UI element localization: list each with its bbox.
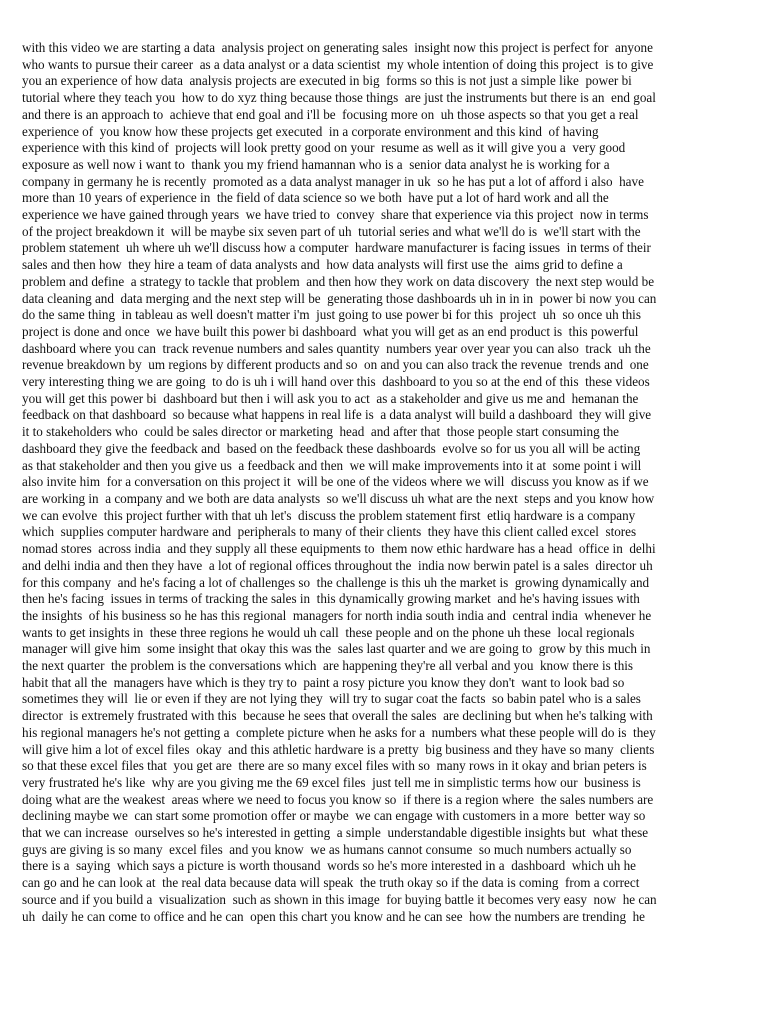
text-line: which supplies computer hardware and peripherals to many of their clients they have this client called excel stores <box>22 524 637 540</box>
text-line: guys are giving is so many excel files and you know we as humans cannot consume so much numbers actually so <box>22 841 632 857</box>
text-line: the next quarter the problem is the conversations which are happening they're all verbal and you know there is this <box>22 658 634 674</box>
text-line: revenue breakdown by um regions by different products and so on and you can also track the revenue trends and one <box>22 357 649 373</box>
text-line: will give him a lot of excel files okay and this athletic hardware is a pretty big business and they have so many clients <box>22 741 655 757</box>
text-line: uh daily he can come to office and he can open this chart you know and he can see how the numbers are trending he <box>22 908 645 924</box>
text-line: sales and then how they hire a team of data analysts and how data analysts will first use the aims grid to define a <box>22 257 623 273</box>
text-line: who wants to pursue their career as a data analyst or a data scientist my whole intention of doing this project is to give <box>22 56 654 72</box>
text-line: experience of you know how these projects get executed in a corporate environment and this kind of having <box>22 123 599 139</box>
text-line: also invite him for a conversation on this project it will be one of the videos where we will discuss you know as if we <box>22 474 649 490</box>
text-line: of the project breakdown it will be maybe six seven part of uh tutorial series and what we'll do is we'll start with the <box>22 223 641 239</box>
text-line: you an experience of how data analysis projects are executed in big forms so this is not just a simple like power bi <box>22 73 632 89</box>
text-line: wants to get insights in these three regions he would uh call these people and on the phone uh these local regionals <box>22 624 635 640</box>
text-line: exposure as well now i want to thank you my friend hamannan who is a senior data analyst he is working for a <box>22 156 610 172</box>
text-line: you will get this power bi dashboard but then i will ask you to act as a stakeholder and give us me and hemanan the <box>22 390 639 406</box>
text-line: that we can increase ourselves so he's interested in getting a simple understandable digestible insights but what these <box>22 825 649 841</box>
text-line: dashboard where you can track revenue numbers and sales quantity numbers year over year you can also track uh the <box>22 340 651 356</box>
text-line: company in germany he is recently promoted as a data analyst manager in uk so he has put a lot of afford i also have <box>22 173 644 189</box>
text-line: and delhi india and then they have a lot of regional offices throughout the india now berwin patel is a sales director uh <box>22 557 653 573</box>
text-line: experience with this kind of projects will look pretty good on your resume as well as it will give you a very good <box>22 140 626 156</box>
text-line: tutorial where they teach you how to do xyz thing because those things are just the instruments but there is an end goal <box>22 90 656 106</box>
text-line: his regional managers he's not getting a complete picture when he asks for a numbers what these people will do is they <box>22 724 656 740</box>
text-line: so that these excel files that you get are there are so many excel files with so many rows in it okay and brian peters is <box>22 758 647 774</box>
text-line: problem statement uh where uh we'll discuss how a computer hardware manufacturer is facing issues in terms of their <box>22 240 651 256</box>
text-line: problem and define a strategy to tackle that problem and then how they work on data discovery the next step would be <box>22 273 655 289</box>
text-line: feedback on that dashboard so because what happens in real life is a data analyst will build a dashboard they will give <box>22 407 652 423</box>
text-line: it to stakeholders who could be sales director or marketing head and after that those people start consuming the <box>22 424 619 440</box>
text-line: data cleaning and data merging and the next step will be generating those dashboards uh in in in power bi now you can <box>22 290 657 306</box>
text-line: source and if you build a visualization such as shown in this image for buying battle it becomes very easy now he can <box>22 891 657 907</box>
text-line: declining maybe we can start some promotion offer or maybe we can engage with customers in a more better way so <box>22 808 646 824</box>
text-line: we can evolve this project further with that uh let's discuss the problem statement first etliq hardware is a company <box>22 507 636 523</box>
text-line: very frustrated he's like why are you giving me the 69 excel files just tell me in simplistic terms how our business is <box>22 774 641 790</box>
text-line: then he's facing issues in terms of tracking the sales in this dynamically growing market and he's having issues with <box>22 591 640 607</box>
text-line: there is a saying which says a picture is worth thousand words so he's more interested in a dashboard which uh he <box>22 858 636 874</box>
text-line: and there is an approach to achieve that end goal and i'll be focusing more on uh those aspects so that you get a real <box>22 106 639 122</box>
text-line: can go and he can look at the real data because data will speak the truth okay so if the data is coming from a correct <box>22 875 640 891</box>
text-line: dashboard they give the feedback and based on the feedback these dashboards evolve so for us you all will be acting <box>22 440 641 456</box>
text-line: project is done and once we have built this power bi dashboard what you will get as an end product is this powerful <box>22 323 639 339</box>
text-line: more than 10 years of experience in the field of data science so we both have put a lot of hard work and all the <box>22 190 609 206</box>
text-line: nomad stores across india and they supply all these equipments to them now ethic hardware has a head office in delhi <box>22 541 656 557</box>
text-line: for this company and he's facing a lot of challenges so the challenge is this uh the market is growing dynamically and <box>22 574 650 590</box>
text-line: are working in a company and we both are data analysts so we'll discuss uh what are the next steps and you know how <box>22 490 655 506</box>
text-line: experience we have gained through years we have tried to convey share that experience via this project now in terms <box>22 207 649 223</box>
text-line: the insights of his business so he has this regional managers for north india south india and central india whenever he <box>22 607 652 623</box>
text-line: doing what are the weakest areas where we need to focus you know so if there is a region where the sales numbers are <box>22 791 654 807</box>
text-line: manager will give him some insight that okay this was the sales last quarter and we are going to grow by this much in <box>22 641 651 657</box>
text-line: very interesting thing we are going to do is uh i will hand over this dashboard to you so at the end of this these videos <box>22 374 650 390</box>
text-line: habit that all the managers have which is they try to paint a rosy picture you know they don't want to look bad so <box>22 674 625 690</box>
text-line: as that stakeholder and then you give us a feedback and then we will make improvements into it at some point i will <box>22 457 642 473</box>
text-line: do the same thing in tableau as well doesn't matter i'm just going to use power bi for this project uh so once uh this <box>22 307 641 323</box>
text-line: with this video we are starting a data analysis project on generating sales insight now this project is perfect for anyone <box>22 40 653 55</box>
text-line: director is extremely frustrated with this because he sees that overall the sales are declining but when he's talking with <box>22 708 653 724</box>
text-line: sometimes they will lie or even if they are not lying they will try to sugar coat the facts so babin patel who is a sales <box>22 691 641 707</box>
transcript-page <box>22 40 750 925</box>
